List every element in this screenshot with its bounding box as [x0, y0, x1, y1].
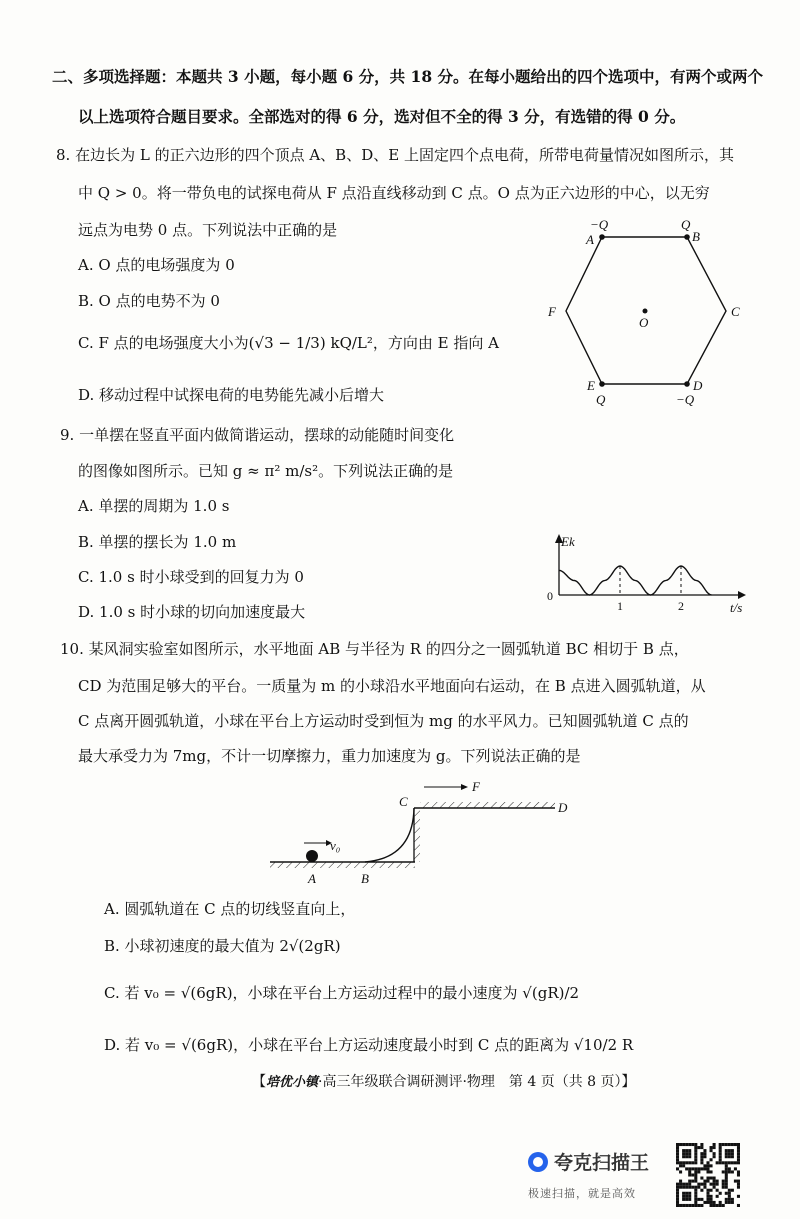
vertex-f-label: F: [548, 304, 556, 319]
vertex-d-label: D: [693, 378, 703, 393]
charge-d-value: −Q: [676, 392, 695, 407]
charge-e-value: Q: [596, 392, 606, 407]
q8-option-d: D. 移动过程中试探电荷的电势能先减小后增大: [78, 386, 385, 404]
y-axis-label: Ek: [561, 534, 575, 549]
scanner-tagline: 极速扫描，就是高效: [528, 1187, 636, 1200]
q8-option-c: C. F 点的电场强度大小为(√3 − 1/3) kQ/L²，方向由 E 指向 A: [78, 334, 499, 352]
q10-option-a: A. 圆弧轨道在 C 点的切线竖直向上，: [104, 900, 356, 918]
q8-option-b: B. O 点的电势不为 0: [78, 292, 220, 310]
q8-stem-line3: 远点为电势 0 点。下列说法中正确的是: [78, 221, 338, 239]
ground-hatch: [270, 862, 415, 868]
point-b-label: B: [361, 871, 369, 886]
q10-stem-line3: C 点离开圆弧轨道，小球在平台上方运动时受到恒为 mg 的水平风力。已知圆弧轨道 C 点的: [78, 712, 689, 730]
arc-track: [365, 808, 414, 862]
footer-logo: 培优小镇: [266, 1075, 319, 1090]
q10-option-b: B. 小球初速度的最大值为 2√(2gR): [104, 937, 341, 955]
point-d-label: D: [558, 800, 568, 815]
x-tick-label: 1: [617, 599, 623, 613]
scanner-watermark: [528, 1148, 649, 1201]
q9-option-a: A. 单摆的周期为 1.0 s: [78, 497, 230, 515]
q8-option-a: A. O 点的电场强度为 0: [78, 256, 235, 274]
q9-option-c: C. 1.0 s 时小球受到的回复力为 0: [78, 568, 304, 586]
qr-code-icon: [676, 1143, 740, 1207]
force-label: F: [472, 779, 480, 794]
q10-stem-line4: 最大承受力为 7mg，不计一切摩擦力，重力加速度为 g。下列说法正确的是: [78, 747, 581, 765]
x-tick-label: 0: [547, 589, 553, 603]
v0-label: v₀: [330, 838, 341, 853]
ball: [306, 850, 318, 862]
point-a-label: A: [308, 871, 316, 886]
scanner-brand: 夸克扫描王: [554, 1152, 650, 1174]
q9-option-b: B. 单摆的摆长为 1.0 m: [78, 533, 237, 551]
x-tick-label: 2: [678, 599, 684, 613]
q10-stem-line1: 10. 某风洞实验室如图所示，水平地面 AB 与半径为 R 的四分之一圆弧轨道 BC 相切于 B 点，: [60, 640, 689, 658]
point-c-label: C: [399, 794, 408, 809]
center-o-label: O: [639, 315, 649, 330]
vertex-b-label: B: [692, 229, 700, 244]
force-arrow-head: [461, 784, 468, 790]
q10-option-d: D. 若 v₀ = √(6gR)，小球在平台上方运动速度最小时到 C 点的距离为 √10/2 R: [104, 1036, 634, 1054]
footer-bracket: 【: [252, 1074, 266, 1090]
section-heading-line2: 以上选项符合题目要求。全部选对的得 6 分，选对但不全的得 3 分，有选错的得 0 分。: [78, 107, 686, 126]
q10-stem-line2: CD 为范围足够大的平台。一质量为 m 的小球沿水平地面向右运动，在 B 点进入圆弧轨道，从: [78, 677, 706, 695]
platform-hatch: [420, 802, 555, 808]
footer-text: ·高三年级联合调研测评·物理 第 4 页（共 8 页）】: [318, 1074, 636, 1090]
q9-option-d: D. 1.0 s 时小球的切向加速度最大: [78, 603, 306, 621]
q9-stem-line2: 的图像如图所示。已知 g ≈ π² m/s²。下列说法正确的是: [78, 462, 454, 480]
wall-hatch: [414, 808, 420, 862]
q10-option-c: C. 若 v₀ = √(6gR)，小球在平台上方运动过程中的最小速度为 √(gR)/2: [104, 984, 580, 1002]
scanner-logo-icon: [528, 1152, 548, 1172]
vertex-c-label: C: [731, 304, 740, 319]
x-axis-label: t/s: [730, 600, 743, 615]
charge-b-value: Q: [681, 217, 691, 232]
vertex-e-label: E: [587, 378, 595, 393]
section-heading-line1: 二、多项选择题：本题共 3 小题，每小题 6 分，共 18 分。在每小题给出的四个选项中，有两个或两个: [52, 67, 764, 86]
q9-stem-line1: 9. 一单摆在竖直平面内做简谐运动，摆球的动能随时间变化: [60, 426, 455, 444]
charge-a-value: −Q: [590, 217, 609, 232]
q8-stem-line2: 中 Q > 0。将一带负电的试探电荷从 F 点沿直线移动到 C 点。O 点为正六边形的中心，以无穷: [78, 184, 710, 202]
q8-stem-line1: 8. 在边长为 L 的正六边形的四个顶点 A、B、D、E 上固定四个点电荷，所带电荷量情况如图所示，其: [56, 146, 734, 164]
page-footer: [252, 1074, 636, 1091]
vertex-a-label: A: [586, 232, 594, 247]
